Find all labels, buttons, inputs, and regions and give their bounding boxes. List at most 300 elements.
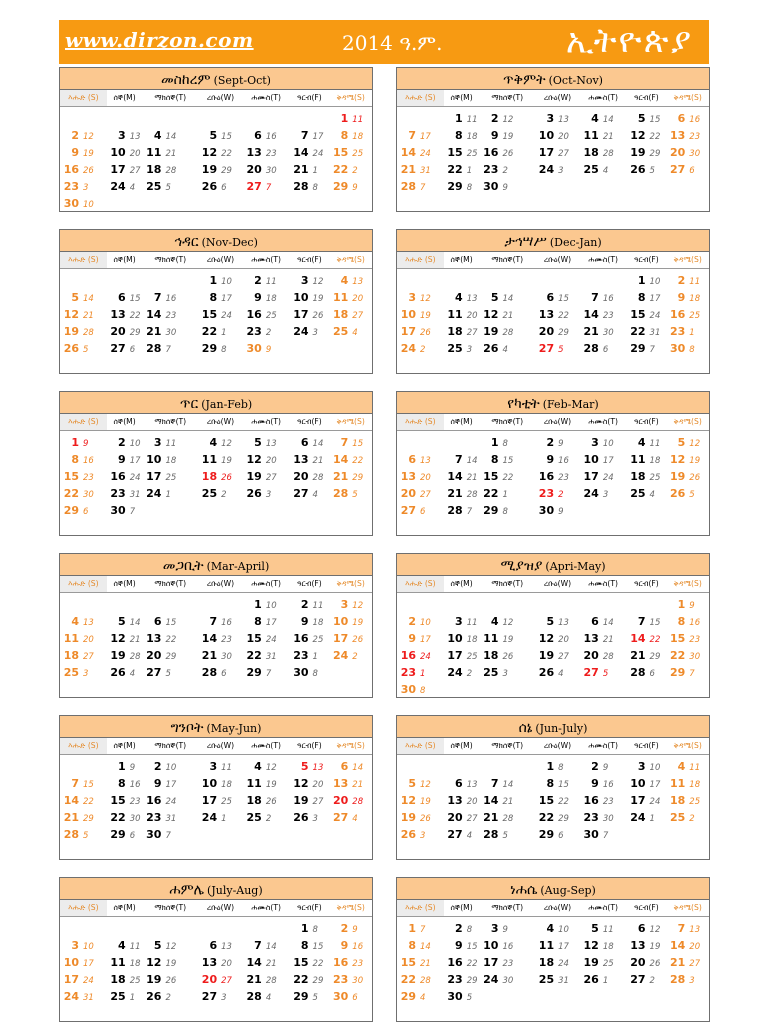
day-cell[interactable]: [444, 468, 480, 485]
day-cell[interactable]: [627, 306, 667, 323]
day-cell[interactable]: [107, 664, 143, 681]
day-cell[interactable]: [107, 792, 143, 809]
day-cell[interactable]: [107, 434, 143, 451]
day-cell[interactable]: [198, 434, 243, 451]
day-cell[interactable]: [243, 971, 290, 988]
day-cell[interactable]: [666, 920, 709, 937]
day-cell[interactable]: [329, 988, 372, 1005]
day-cell[interactable]: [666, 937, 709, 954]
day-cell[interactable]: [627, 323, 667, 340]
day-cell[interactable]: [627, 110, 667, 127]
day-cell[interactable]: [142, 485, 198, 502]
day-cell[interactable]: [60, 178, 107, 195]
day-cell[interactable]: [142, 161, 198, 178]
day-cell[interactable]: [60, 306, 107, 323]
day-cell[interactable]: [580, 613, 627, 630]
day-cell[interactable]: [107, 306, 143, 323]
day-cell[interactable]: [666, 340, 709, 357]
day-cell[interactable]: [60, 195, 107, 212]
day-cell[interactable]: [627, 775, 667, 792]
day-cell[interactable]: [198, 340, 243, 357]
day-cell[interactable]: [329, 630, 372, 647]
day-cell[interactable]: [243, 451, 290, 468]
day-cell[interactable]: [444, 340, 480, 357]
day-cell[interactable]: [397, 775, 444, 792]
day-cell[interactable]: [290, 630, 330, 647]
day-cell[interactable]: [444, 110, 480, 127]
day-cell[interactable]: [479, 434, 535, 451]
day-cell[interactable]: [243, 272, 290, 289]
day-cell[interactable]: [243, 954, 290, 971]
day-cell[interactable]: [397, 178, 444, 195]
day-cell[interactable]: [535, 630, 580, 647]
day-cell[interactable]: [107, 809, 143, 826]
day-cell[interactable]: [198, 485, 243, 502]
day-cell[interactable]: [444, 792, 480, 809]
day-cell[interactable]: [397, 502, 444, 519]
day-cell[interactable]: [107, 161, 143, 178]
day-cell[interactable]: [60, 826, 107, 843]
day-cell[interactable]: [479, 792, 535, 809]
day-cell[interactable]: [243, 758, 290, 775]
day-cell[interactable]: [397, 647, 444, 664]
day-cell[interactable]: [142, 451, 198, 468]
day-cell[interactable]: [479, 144, 535, 161]
day-cell[interactable]: [479, 340, 535, 357]
day-cell[interactable]: [329, 613, 372, 630]
day-cell[interactable]: [198, 971, 243, 988]
day-cell[interactable]: [535, 792, 580, 809]
site-link[interactable]: www.dirzon.com: [65, 28, 254, 52]
day-cell[interactable]: [580, 323, 627, 340]
day-cell[interactable]: [444, 502, 480, 519]
day-cell[interactable]: [243, 323, 290, 340]
day-cell[interactable]: [479, 323, 535, 340]
day-cell[interactable]: [535, 758, 580, 775]
day-cell[interactable]: [290, 323, 330, 340]
day-cell[interactable]: [666, 306, 709, 323]
day-cell[interactable]: [243, 434, 290, 451]
day-cell[interactable]: [666, 630, 709, 647]
day-cell[interactable]: [60, 613, 107, 630]
day-cell[interactable]: [198, 664, 243, 681]
day-cell[interactable]: [444, 289, 480, 306]
day-cell[interactable]: [198, 289, 243, 306]
day-cell[interactable]: [535, 954, 580, 971]
day-cell[interactable]: [444, 664, 480, 681]
day-cell[interactable]: [107, 988, 143, 1005]
day-cell[interactable]: [535, 289, 580, 306]
day-cell[interactable]: [535, 161, 580, 178]
day-cell[interactable]: [666, 468, 709, 485]
day-cell[interactable]: [479, 809, 535, 826]
day-cell[interactable]: [444, 954, 480, 971]
day-cell[interactable]: [142, 647, 198, 664]
day-cell[interactable]: [290, 485, 330, 502]
day-cell[interactable]: [198, 758, 243, 775]
day-cell[interactable]: [329, 758, 372, 775]
day-cell[interactable]: [580, 826, 627, 843]
day-cell[interactable]: [535, 775, 580, 792]
day-cell[interactable]: [290, 144, 330, 161]
day-cell[interactable]: [580, 937, 627, 954]
day-cell[interactable]: [666, 758, 709, 775]
day-cell[interactable]: [479, 468, 535, 485]
day-cell[interactable]: [243, 596, 290, 613]
day-cell[interactable]: [397, 340, 444, 357]
day-cell[interactable]: [666, 613, 709, 630]
day-cell[interactable]: [627, 664, 667, 681]
day-cell[interactable]: [243, 988, 290, 1005]
day-cell[interactable]: [142, 127, 198, 144]
day-cell[interactable]: [535, 468, 580, 485]
day-cell[interactable]: [397, 988, 444, 1005]
day-cell[interactable]: [666, 161, 709, 178]
day-cell[interactable]: [290, 954, 330, 971]
day-cell[interactable]: [444, 920, 480, 937]
day-cell[interactable]: [535, 809, 580, 826]
day-cell[interactable]: [142, 323, 198, 340]
day-cell[interactable]: [444, 937, 480, 954]
day-cell[interactable]: [142, 758, 198, 775]
day-cell[interactable]: [397, 468, 444, 485]
day-cell[interactable]: [580, 792, 627, 809]
day-cell[interactable]: [290, 468, 330, 485]
day-cell[interactable]: [627, 161, 667, 178]
day-cell[interactable]: [666, 289, 709, 306]
day-cell[interactable]: [329, 792, 372, 809]
day-cell[interactable]: [580, 289, 627, 306]
day-cell[interactable]: [198, 630, 243, 647]
day-cell[interactable]: [627, 289, 667, 306]
day-cell[interactable]: [479, 920, 535, 937]
day-cell[interactable]: [397, 485, 444, 502]
day-cell[interactable]: [666, 596, 709, 613]
day-cell[interactable]: [198, 178, 243, 195]
day-cell[interactable]: [243, 306, 290, 323]
day-cell[interactable]: [444, 178, 480, 195]
day-cell[interactable]: [479, 826, 535, 843]
day-cell[interactable]: [444, 775, 480, 792]
day-cell[interactable]: [107, 451, 143, 468]
day-cell[interactable]: [107, 937, 143, 954]
day-cell[interactable]: [444, 323, 480, 340]
day-cell[interactable]: [580, 340, 627, 357]
day-cell[interactable]: [107, 826, 143, 843]
day-cell[interactable]: [397, 792, 444, 809]
day-cell[interactable]: [290, 127, 330, 144]
day-cell[interactable]: [198, 451, 243, 468]
day-cell[interactable]: [580, 306, 627, 323]
day-cell[interactable]: [198, 954, 243, 971]
day-cell[interactable]: [107, 127, 143, 144]
day-cell[interactable]: [243, 664, 290, 681]
day-cell[interactable]: [479, 127, 535, 144]
day-cell[interactable]: [290, 178, 330, 195]
day-cell[interactable]: [444, 630, 480, 647]
day-cell[interactable]: [329, 451, 372, 468]
day-cell[interactable]: [329, 306, 372, 323]
day-cell[interactable]: [60, 485, 107, 502]
day-cell[interactable]: [60, 809, 107, 826]
day-cell[interactable]: [627, 340, 667, 357]
day-cell[interactable]: [290, 161, 330, 178]
day-cell[interactable]: [142, 178, 198, 195]
day-cell[interactable]: [627, 792, 667, 809]
day-cell[interactable]: [397, 971, 444, 988]
day-cell[interactable]: [60, 954, 107, 971]
day-cell[interactable]: [60, 289, 107, 306]
day-cell[interactable]: [243, 289, 290, 306]
day-cell[interactable]: [107, 468, 143, 485]
day-cell[interactable]: [580, 434, 627, 451]
day-cell[interactable]: [243, 613, 290, 630]
day-cell[interactable]: [142, 809, 198, 826]
day-cell[interactable]: [290, 937, 330, 954]
day-cell[interactable]: [535, 127, 580, 144]
day-cell[interactable]: [107, 971, 143, 988]
day-cell[interactable]: [243, 485, 290, 502]
day-cell[interactable]: [243, 468, 290, 485]
day-cell[interactable]: [243, 937, 290, 954]
day-cell[interactable]: [107, 323, 143, 340]
day-cell[interactable]: [142, 144, 198, 161]
day-cell[interactable]: [535, 306, 580, 323]
day-cell[interactable]: [329, 178, 372, 195]
day-cell[interactable]: [627, 144, 667, 161]
day-cell[interactable]: [666, 110, 709, 127]
day-cell[interactable]: [580, 144, 627, 161]
day-cell[interactable]: [198, 613, 243, 630]
day-cell[interactable]: [397, 681, 444, 698]
day-cell[interactable]: [535, 502, 580, 519]
day-cell[interactable]: [627, 971, 667, 988]
day-cell[interactable]: [107, 758, 143, 775]
day-cell[interactable]: [107, 178, 143, 195]
day-cell[interactable]: [627, 630, 667, 647]
day-cell[interactable]: [627, 920, 667, 937]
day-cell[interactable]: [444, 809, 480, 826]
day-cell[interactable]: [397, 161, 444, 178]
day-cell[interactable]: [198, 323, 243, 340]
day-cell[interactable]: [107, 613, 143, 630]
day-cell[interactable]: [397, 954, 444, 971]
day-cell[interactable]: [329, 144, 372, 161]
day-cell[interactable]: [627, 485, 667, 502]
day-cell[interactable]: [444, 144, 480, 161]
day-cell[interactable]: [290, 647, 330, 664]
day-cell[interactable]: [60, 502, 107, 519]
day-cell[interactable]: [142, 434, 198, 451]
day-cell[interactable]: [444, 451, 480, 468]
day-cell[interactable]: [142, 306, 198, 323]
day-cell[interactable]: [666, 144, 709, 161]
day-cell[interactable]: [535, 110, 580, 127]
day-cell[interactable]: [107, 630, 143, 647]
day-cell[interactable]: [290, 988, 330, 1005]
day-cell[interactable]: [107, 502, 143, 519]
day-cell[interactable]: [580, 110, 627, 127]
day-cell[interactable]: [60, 937, 107, 954]
day-cell[interactable]: [397, 664, 444, 681]
day-cell[interactable]: [580, 954, 627, 971]
day-cell[interactable]: [397, 306, 444, 323]
day-cell[interactable]: [397, 451, 444, 468]
day-cell[interactable]: [198, 937, 243, 954]
day-cell[interactable]: [444, 485, 480, 502]
day-cell[interactable]: [60, 127, 107, 144]
day-cell[interactable]: [329, 272, 372, 289]
day-cell[interactable]: [107, 289, 143, 306]
day-cell[interactable]: [580, 468, 627, 485]
day-cell[interactable]: [479, 775, 535, 792]
day-cell[interactable]: [627, 937, 667, 954]
day-cell[interactable]: [666, 809, 709, 826]
day-cell[interactable]: [444, 613, 480, 630]
day-cell[interactable]: [479, 289, 535, 306]
day-cell[interactable]: [535, 451, 580, 468]
day-cell[interactable]: [444, 826, 480, 843]
day-cell[interactable]: [479, 178, 535, 195]
day-cell[interactable]: [290, 920, 330, 937]
day-cell[interactable]: [397, 826, 444, 843]
day-cell[interactable]: [329, 596, 372, 613]
day-cell[interactable]: [397, 323, 444, 340]
day-cell[interactable]: [627, 272, 667, 289]
day-cell[interactable]: [198, 161, 243, 178]
day-cell[interactable]: [60, 451, 107, 468]
day-cell[interactable]: [243, 775, 290, 792]
day-cell[interactable]: [142, 937, 198, 954]
day-cell[interactable]: [397, 937, 444, 954]
day-cell[interactable]: [329, 110, 372, 127]
day-cell[interactable]: [329, 127, 372, 144]
day-cell[interactable]: [479, 630, 535, 647]
day-cell[interactable]: [60, 647, 107, 664]
day-cell[interactable]: [535, 340, 580, 357]
day-cell[interactable]: [535, 937, 580, 954]
day-cell[interactable]: [107, 144, 143, 161]
day-cell[interactable]: [666, 434, 709, 451]
day-cell[interactable]: [397, 127, 444, 144]
day-cell[interactable]: [198, 272, 243, 289]
day-cell[interactable]: [535, 434, 580, 451]
day-cell[interactable]: [142, 826, 198, 843]
day-cell[interactable]: [60, 630, 107, 647]
day-cell[interactable]: [397, 630, 444, 647]
day-cell[interactable]: [243, 144, 290, 161]
day-cell[interactable]: [198, 468, 243, 485]
day-cell[interactable]: [444, 306, 480, 323]
day-cell[interactable]: [627, 613, 667, 630]
day-cell[interactable]: [243, 792, 290, 809]
day-cell[interactable]: [290, 758, 330, 775]
day-cell[interactable]: [627, 954, 667, 971]
day-cell[interactable]: [290, 451, 330, 468]
day-cell[interactable]: [627, 468, 667, 485]
day-cell[interactable]: [397, 809, 444, 826]
day-cell[interactable]: [329, 468, 372, 485]
day-cell[interactable]: [479, 971, 535, 988]
day-cell[interactable]: [290, 596, 330, 613]
day-cell[interactable]: [107, 954, 143, 971]
day-cell[interactable]: [243, 340, 290, 357]
day-cell[interactable]: [290, 434, 330, 451]
day-cell[interactable]: [666, 127, 709, 144]
day-cell[interactable]: [479, 110, 535, 127]
day-cell[interactable]: [60, 323, 107, 340]
day-cell[interactable]: [580, 630, 627, 647]
day-cell[interactable]: [479, 647, 535, 664]
day-cell[interactable]: [397, 144, 444, 161]
day-cell[interactable]: [290, 971, 330, 988]
day-cell[interactable]: [479, 937, 535, 954]
day-cell[interactable]: [666, 775, 709, 792]
day-cell[interactable]: [479, 613, 535, 630]
day-cell[interactable]: [142, 775, 198, 792]
day-cell[interactable]: [198, 792, 243, 809]
day-cell[interactable]: [198, 988, 243, 1005]
day-cell[interactable]: [580, 758, 627, 775]
day-cell[interactable]: [60, 792, 107, 809]
day-cell[interactable]: [580, 485, 627, 502]
day-cell[interactable]: [397, 920, 444, 937]
day-cell[interactable]: [142, 954, 198, 971]
day-cell[interactable]: [666, 647, 709, 664]
day-cell[interactable]: [479, 954, 535, 971]
day-cell[interactable]: [198, 647, 243, 664]
day-cell[interactable]: [107, 647, 143, 664]
day-cell[interactable]: [243, 809, 290, 826]
day-cell[interactable]: [535, 323, 580, 340]
day-cell[interactable]: [142, 613, 198, 630]
day-cell[interactable]: [666, 664, 709, 681]
day-cell[interactable]: [666, 954, 709, 971]
day-cell[interactable]: [107, 775, 143, 792]
day-cell[interactable]: [580, 161, 627, 178]
day-cell[interactable]: [142, 340, 198, 357]
day-cell[interactable]: [479, 161, 535, 178]
day-cell[interactable]: [580, 127, 627, 144]
day-cell[interactable]: [444, 127, 480, 144]
day-cell[interactable]: [198, 775, 243, 792]
day-cell[interactable]: [60, 144, 107, 161]
day-cell[interactable]: [142, 792, 198, 809]
day-cell[interactable]: [198, 306, 243, 323]
day-cell[interactable]: [444, 647, 480, 664]
day-cell[interactable]: [107, 485, 143, 502]
day-cell[interactable]: [479, 306, 535, 323]
day-cell[interactable]: [580, 971, 627, 988]
day-cell[interactable]: [535, 664, 580, 681]
day-cell[interactable]: [60, 161, 107, 178]
day-cell[interactable]: [60, 775, 107, 792]
day-cell[interactable]: [329, 937, 372, 954]
day-cell[interactable]: [142, 664, 198, 681]
day-cell[interactable]: [627, 127, 667, 144]
day-cell[interactable]: [580, 451, 627, 468]
day-cell[interactable]: [444, 161, 480, 178]
day-cell[interactable]: [142, 971, 198, 988]
day-cell[interactable]: [329, 434, 372, 451]
day-cell[interactable]: [142, 468, 198, 485]
day-cell[interactable]: [535, 485, 580, 502]
day-cell[interactable]: [60, 340, 107, 357]
day-cell[interactable]: [329, 485, 372, 502]
day-cell[interactable]: [627, 434, 667, 451]
day-cell[interactable]: [329, 289, 372, 306]
day-cell[interactable]: [666, 323, 709, 340]
